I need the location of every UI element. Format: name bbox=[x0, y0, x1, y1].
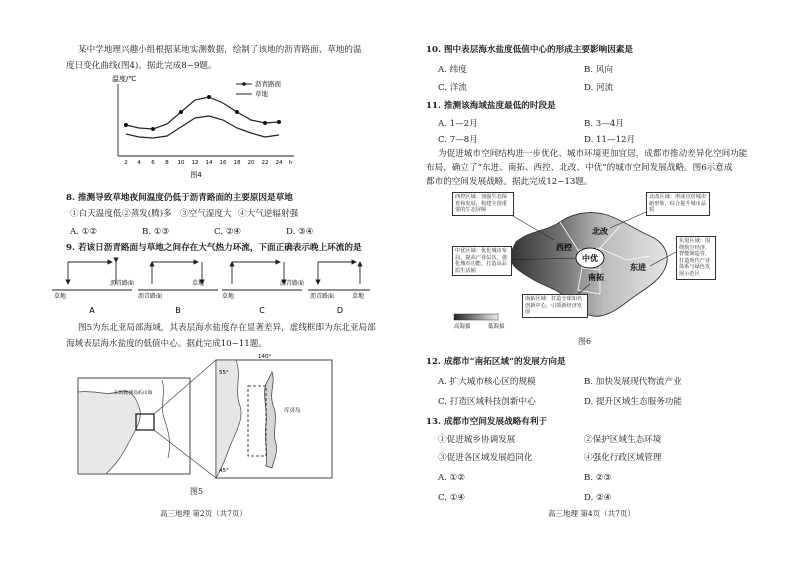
fig5-latitude-55: 55° bbox=[219, 370, 229, 376]
svg-text:20: 20 bbox=[247, 160, 255, 166]
fig6-intro-line1: 为促进城市空间结构进一步优化、城市环境更加宜居，成都市推动差异化空间功能 bbox=[438, 149, 748, 159]
fig4-point-22 bbox=[263, 121, 267, 125]
fig5-longitude-140: 140° bbox=[258, 354, 272, 360]
q9-b-right-label: 草地 bbox=[192, 280, 205, 287]
q11-choice-d[interactable]: D. 11—12月 bbox=[584, 135, 636, 145]
svg-text:6: 6 bbox=[151, 160, 155, 166]
svg-text:10: 10 bbox=[177, 160, 185, 166]
q12-choice-b[interactable]: B. 加快发展现代物流产业 bbox=[584, 377, 682, 387]
q9-a-right-label: 沥青路面 bbox=[110, 280, 135, 287]
fig5-intro-line1: 图5为东北亚局部海域，其表层海水盐度存在显著差异，虚线框即为东北亚局部 bbox=[78, 323, 376, 333]
q13-option-2: ②保护区域生态环境 bbox=[584, 435, 662, 445]
question-10-stem: 10. 图中表层海水盐度低值中心的形成主要影响因素是 bbox=[426, 45, 634, 55]
fig6-intro-line3: 都市的空间发展战略。据此完成12~13题。 bbox=[426, 177, 593, 187]
q12-choice-d[interactable]: D. 提升区域生态服务功能 bbox=[584, 397, 682, 407]
fig4-point-2 bbox=[124, 123, 128, 127]
q9-choice-d: D bbox=[336, 306, 344, 315]
question-9-stem: 9. 若该日沥青路面与草地之间存在大气热力环流，下面正确表示晚上环流的是 bbox=[66, 243, 362, 253]
legend-high: 高海拔 bbox=[454, 324, 471, 330]
legend-low: 低海拔 bbox=[488, 324, 505, 330]
right-page-footer: 高三地理 第4页（共7页） bbox=[548, 509, 635, 518]
q13-choice-b[interactable]: B. ②③ bbox=[584, 473, 612, 483]
region-label-central: 中优 bbox=[582, 254, 598, 263]
west-control-textbox: 西控区域：加强生态保育和发展，构建全国重要的生态屏障 bbox=[452, 192, 514, 216]
fig4-point-24 bbox=[277, 120, 281, 124]
q9-choice-c: C bbox=[259, 306, 265, 315]
fig5-latitude-45: 45° bbox=[219, 468, 229, 474]
region-label-north: 北改 bbox=[592, 227, 608, 236]
svg-text:4: 4 bbox=[137, 160, 141, 166]
left-page-footer: 高三地理 第2页（共7页） bbox=[160, 509, 247, 518]
q12-choice-c[interactable]: C. 打造区域科技创新中心 bbox=[438, 397, 536, 407]
q8-option-3: ③空气湿度大 bbox=[180, 209, 232, 219]
q9-c-left-label: 草地 bbox=[222, 293, 235, 300]
q9-d-left-label: 沥青路面 bbox=[310, 293, 335, 300]
q8-choice-c[interactable]: C. ②④ bbox=[214, 227, 242, 237]
q10-choice-c[interactable]: C. 洋流 bbox=[438, 83, 467, 93]
q13-option-1: ①促进城乡协调发展 bbox=[438, 435, 516, 445]
figure-6-chengdu-map bbox=[450, 190, 712, 330]
q8-option-2: ②蒸发(腾)多 bbox=[122, 209, 172, 219]
q11-choice-a[interactable]: A. 1—2月 bbox=[438, 119, 478, 129]
region-label-west: 西控 bbox=[556, 243, 572, 252]
q9-b-left-label: 沥青路面 bbox=[138, 293, 163, 300]
q8-option-1: ①白天温度低 bbox=[70, 209, 122, 219]
q10-choice-a[interactable]: A. 纬度 bbox=[438, 65, 467, 75]
fig4-caption: 图4 bbox=[190, 171, 202, 179]
fig4-point-18 bbox=[235, 110, 239, 114]
fig5-label-1: 东海勘测岛屿山坡 bbox=[114, 391, 153, 396]
fig6-intro-line2: 布局，确立了“东进、南拓、西控、北改、中优”的城市空间发展战略。图6示意成 bbox=[426, 163, 733, 173]
svg-text:24: 24 bbox=[275, 160, 283, 166]
central-optimize-textbox: 中优区域：优化城市布局，提高产业层次，强化城市功能，打造高品质生活圈 bbox=[452, 246, 512, 276]
fig5-intro-line2: 海域表层海水盐度的低值中心。据此完成10~11题。 bbox=[66, 339, 267, 349]
south-expand-textbox: 南拓区域：打造全球知名创新中心，引领新经济发展 bbox=[522, 294, 588, 318]
q8-choice-d[interactable]: D. ③④ bbox=[286, 227, 314, 237]
fig4-y-axis-label: 温度/℃ bbox=[112, 75, 137, 83]
fig4-asphalt-points bbox=[124, 95, 281, 131]
q9-choice-b: B bbox=[175, 306, 181, 315]
q10-choice-d[interactable]: D. 河流 bbox=[584, 83, 614, 93]
question-13-stem: 13. 成都市空间发展战略有利于 bbox=[426, 417, 548, 427]
q11-choice-c[interactable]: C. 7—8月 bbox=[438, 135, 478, 145]
q9-a-left-label: 草地 bbox=[54, 293, 67, 300]
q13-option-3: ③促进各区域发展趋同化 bbox=[438, 453, 533, 463]
q13-choice-d[interactable]: D. ②④ bbox=[584, 493, 612, 503]
region-label-east: 东进 bbox=[630, 263, 646, 272]
fig4-legend-grass: 草地 bbox=[255, 90, 268, 98]
q8-choice-b[interactable]: B. ①③ bbox=[142, 227, 170, 237]
svg-text:14: 14 bbox=[205, 160, 213, 166]
q13-choice-c[interactable]: C. ①④ bbox=[438, 493, 466, 503]
question-8-stem: 8. 推测导致草地夜间温度仍低于沥青路面的主要原因是草地 bbox=[66, 193, 293, 203]
question-12-stem: 12. 成都市“南拓区域”的发展方向是 bbox=[426, 357, 566, 367]
elevation-legend-bar bbox=[454, 314, 498, 320]
east-expand-textbox: 东进区域：围绕航空经济，智能制造等，打造现代产业体系与绿色发展示范区 bbox=[676, 236, 716, 280]
svg-text:8: 8 bbox=[165, 160, 169, 166]
q8-choice-a[interactable]: A. ①② bbox=[70, 227, 98, 237]
north-reform-textbox: 北改区域：形成宜居城市新形象，综合提升城市品质 bbox=[646, 192, 710, 216]
fig4-asphalt-line bbox=[126, 97, 279, 129]
q13-option-4: ④强化行政区域管理 bbox=[584, 453, 662, 463]
fig4-intro-line1: 某中学地理兴趣小组根据某地实测数据，绘制了该地的沥青路面、草地的温 bbox=[78, 45, 362, 55]
fig4-grass-line bbox=[126, 116, 279, 138]
fig5-island-label: 库页岛 bbox=[284, 408, 301, 414]
q8-option-4: ④大气逆辐射强 bbox=[238, 209, 299, 219]
fig5-caption: 图5 bbox=[190, 487, 204, 496]
q9-c-right-label: 沥青路面 bbox=[280, 280, 305, 287]
q9-circulation-diagrams bbox=[52, 254, 372, 316]
q9-choice-a: A bbox=[89, 306, 95, 315]
fig6-caption: 图6 bbox=[578, 337, 592, 346]
region-label-south: 南拓 bbox=[588, 273, 604, 282]
svg-text:22: 22 bbox=[261, 160, 269, 166]
question-11-stem: 11. 推测该海域盐度最低的时段是 bbox=[426, 101, 556, 111]
svg-text:16: 16 bbox=[219, 160, 227, 166]
q13-choice-a[interactable]: A. ①② bbox=[438, 473, 466, 483]
fig4-x-unit: h bbox=[289, 160, 293, 166]
fig4-point-14 bbox=[207, 95, 211, 99]
q9-d-right-label: 草地 bbox=[352, 293, 365, 300]
fig4-point-10 bbox=[179, 110, 183, 114]
fig4-intro-line2: 度日变化曲线(图4)。据此完成8~9题。 bbox=[66, 61, 217, 71]
figure-5-map bbox=[76, 352, 334, 486]
svg-text:18: 18 bbox=[233, 160, 241, 166]
svg-text:12: 12 bbox=[191, 160, 199, 166]
q10-choice-b[interactable]: B. 风向 bbox=[584, 65, 613, 75]
fig4-legend-asphalt: 沥青路面 bbox=[255, 80, 281, 88]
q12-choice-a[interactable]: A. 扩大城市核心区的规模 bbox=[438, 377, 536, 387]
svg-text:2: 2 bbox=[124, 160, 128, 166]
fig4-point-6 bbox=[151, 127, 155, 131]
fig4-x-ticks bbox=[124, 160, 283, 166]
q11-choice-b[interactable]: B. 3—4月 bbox=[584, 119, 624, 129]
figure-4-temperature-chart bbox=[96, 70, 306, 180]
